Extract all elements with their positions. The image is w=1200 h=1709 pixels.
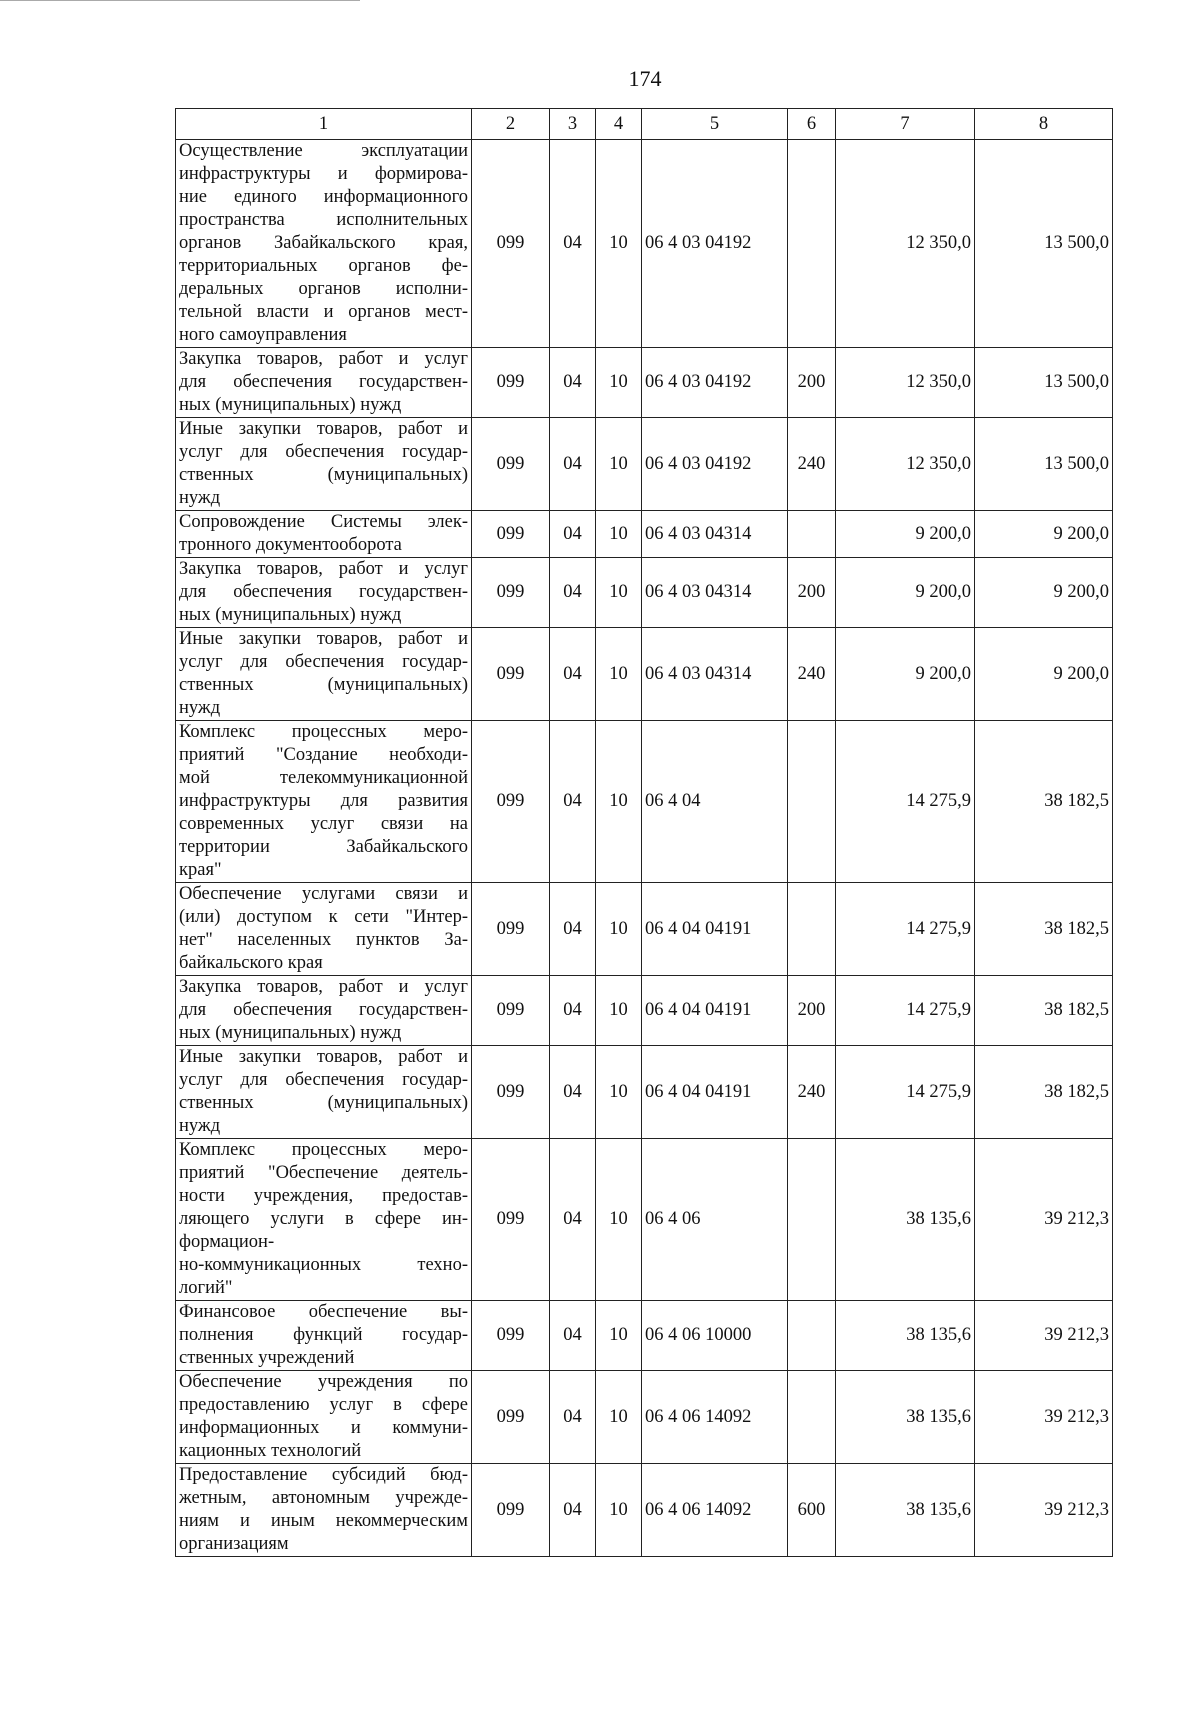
amount-year2-cell: 39 212,3 <box>975 1139 1113 1301</box>
target-article-cell: 06 4 03 04314 <box>642 628 788 721</box>
expense-type-cell: 200 <box>788 558 836 628</box>
amount-year1-cell: 38 135,6 <box>836 1301 975 1371</box>
header-col-7: 7 <box>836 109 975 140</box>
row-description <box>176 511 472 558</box>
description-line: Сопровождение Системы элек- <box>179 512 468 532</box>
description-line: для обеспечения государствен- <box>179 582 468 602</box>
amount-year1-cell: 14 275,9 <box>836 1046 975 1139</box>
description-line: организациям <box>179 1534 289 1554</box>
description-line: края" <box>179 860 222 880</box>
description-line: формацион- <box>179 1232 275 1252</box>
header-col-2: 2 <box>472 109 550 140</box>
description-line: услуг для обеспечения государ- <box>179 652 468 672</box>
section-cell: 04 <box>550 1301 596 1371</box>
description-line: Комплекс процессных меро- <box>179 722 468 742</box>
description-line: Закупка товаров, работ и услуг <box>179 977 468 997</box>
budget-table <box>175 108 1113 1557</box>
description-line: ных (муниципальных) нужд <box>179 605 402 625</box>
target-article-cell: 06 4 04 <box>642 721 788 883</box>
admin-code-cell: 099 <box>472 1301 550 1371</box>
expense-type-cell <box>788 1301 836 1371</box>
description-line: ниям и иным некоммерческим <box>179 1511 468 1531</box>
description-line: ственных (муниципальных) <box>179 1093 468 1113</box>
section-cell: 04 <box>550 348 596 418</box>
description-line: тронного документооборота <box>179 535 402 555</box>
description-line: Финансовое обеспечение вы- <box>179 1302 468 1322</box>
target-article-cell: 06 4 06 14092 <box>642 1371 788 1464</box>
row-description <box>176 1139 472 1301</box>
target-article-cell: 06 4 04 04191 <box>642 883 788 976</box>
amount-year2-cell: 38 182,5 <box>975 883 1113 976</box>
expense-type-cell: 240 <box>788 418 836 511</box>
description-line: тельной власти и органов мест- <box>179 302 468 322</box>
target-article-cell: 06 4 03 04314 <box>642 511 788 558</box>
subsection-cell: 10 <box>596 1301 642 1371</box>
table-header-row <box>176 109 1113 140</box>
amount-year1-cell: 9 200,0 <box>836 628 975 721</box>
description-line: но-коммуникационных техно- <box>179 1255 468 1275</box>
amount-year2-cell: 39 212,3 <box>975 1301 1113 1371</box>
target-article-cell: 06 4 03 04192 <box>642 348 788 418</box>
admin-code-cell: 099 <box>472 140 550 348</box>
subsection-cell: 10 <box>596 721 642 883</box>
section-cell: 04 <box>550 1464 596 1557</box>
amount-year2-cell: 38 182,5 <box>975 721 1113 883</box>
description-line: ляющего услуги в сфере ин- <box>179 1209 468 1229</box>
expense-type-cell <box>788 883 836 976</box>
expense-type-cell: 240 <box>788 1046 836 1139</box>
target-article-cell: 06 4 06 <box>642 1139 788 1301</box>
admin-code-cell: 099 <box>472 1139 550 1301</box>
admin-code-cell: 099 <box>472 721 550 883</box>
section-cell: 04 <box>550 558 596 628</box>
description-line: нужд <box>179 488 221 508</box>
expense-type-cell: 240 <box>788 628 836 721</box>
subsection-cell: 10 <box>596 883 642 976</box>
section-cell: 04 <box>550 721 596 883</box>
expense-type-cell: 600 <box>788 1464 836 1557</box>
table-row <box>176 883 1113 976</box>
admin-code-cell: 099 <box>472 628 550 721</box>
row-description <box>176 348 472 418</box>
description-line: предоставлению услуг в сфере <box>179 1395 468 1415</box>
description-line: приятий "Обеспечение деятель- <box>179 1163 468 1183</box>
table-row <box>176 1046 1113 1139</box>
description-line: Иные закупки товаров, работ и <box>179 1047 468 1067</box>
description-line: для обеспечения государствен- <box>179 1000 468 1020</box>
description-line: полнения функций государ- <box>179 1325 468 1345</box>
admin-code-cell: 099 <box>472 1046 550 1139</box>
description-line: информационных и коммуни- <box>179 1418 468 1438</box>
row-description <box>176 721 472 883</box>
table-row <box>176 628 1113 721</box>
description-line: (или) доступом к сети "Интер- <box>179 907 468 927</box>
amount-year1-cell: 12 350,0 <box>836 348 975 418</box>
description-line: ственных (муниципальных) <box>179 465 468 485</box>
admin-code-cell: 099 <box>472 1464 550 1557</box>
target-article-cell: 06 4 03 04192 <box>642 140 788 348</box>
expense-type-cell <box>788 1139 836 1301</box>
amount-year1-cell: 12 350,0 <box>836 418 975 511</box>
amount-year2-cell: 38 182,5 <box>975 1046 1113 1139</box>
description-line: Иные закупки товаров, работ и <box>179 419 468 439</box>
description-line: ных (муниципальных) нужд <box>179 395 402 415</box>
page-number: 174 <box>628 66 662 91</box>
row-description <box>176 628 472 721</box>
expense-type-cell <box>788 511 836 558</box>
amount-year1-cell: 9 200,0 <box>836 558 975 628</box>
description-line: байкальского края <box>179 953 323 973</box>
section-cell: 04 <box>550 628 596 721</box>
description-line: Комплекс процессных меро- <box>179 1140 468 1160</box>
admin-code-cell: 099 <box>472 348 550 418</box>
amount-year2-cell: 13 500,0 <box>975 348 1113 418</box>
row-description <box>176 1301 472 1371</box>
section-cell: 04 <box>550 1046 596 1139</box>
table-row <box>176 140 1113 348</box>
amount-year2-cell: 9 200,0 <box>975 511 1113 558</box>
amount-year2-cell: 39 212,3 <box>975 1464 1113 1557</box>
table-row <box>176 1301 1113 1371</box>
subsection-cell: 10 <box>596 348 642 418</box>
description-line: приятий "Создание необходи- <box>179 745 468 765</box>
table-row <box>176 1371 1113 1464</box>
row-description <box>176 140 472 348</box>
subsection-cell: 10 <box>596 511 642 558</box>
section-cell: 04 <box>550 976 596 1046</box>
header-col-5: 5 <box>642 109 788 140</box>
expense-type-cell: 200 <box>788 348 836 418</box>
row-description <box>176 976 472 1046</box>
description-line: органов Забайкальского края, <box>179 233 468 253</box>
header-col-3: 3 <box>550 109 596 140</box>
description-line: ние единого информационного <box>179 187 468 207</box>
target-article-cell: 06 4 04 04191 <box>642 976 788 1046</box>
amount-year1-cell: 38 135,6 <box>836 1371 975 1464</box>
header-col-8: 8 <box>975 109 1113 140</box>
description-line: ного самоуправления <box>179 325 347 345</box>
description-line: жетным, автономным учрежде- <box>179 1488 468 1508</box>
description-line: Иные закупки товаров, работ и <box>179 629 468 649</box>
table-row <box>176 1139 1113 1301</box>
description-line: для обеспечения государствен- <box>179 372 468 392</box>
target-article-cell: 06 4 06 10000 <box>642 1301 788 1371</box>
subsection-cell: 10 <box>596 1371 642 1464</box>
description-line: Закупка товаров, работ и услуг <box>179 349 468 369</box>
description-line: нужд <box>179 698 221 718</box>
table-row <box>176 976 1113 1046</box>
table-row <box>176 1464 1113 1557</box>
description-line: деральных органов исполни- <box>179 279 468 299</box>
description-line: услуг для обеспечения государ- <box>179 1070 468 1090</box>
section-cell: 04 <box>550 511 596 558</box>
row-description <box>176 418 472 511</box>
admin-code-cell: 099 <box>472 511 550 558</box>
section-cell: 04 <box>550 1371 596 1464</box>
table-row <box>176 418 1113 511</box>
amount-year2-cell: 9 200,0 <box>975 558 1113 628</box>
description-line: услуг для обеспечения государ- <box>179 442 468 462</box>
description-line: территориальных органов фе- <box>179 256 468 276</box>
subsection-cell: 10 <box>596 1046 642 1139</box>
scan-top-rule <box>0 0 360 1</box>
amount-year1-cell: 12 350,0 <box>836 140 975 348</box>
admin-code-cell: 099 <box>472 418 550 511</box>
description-line: инфраструктуры для развития <box>179 791 468 811</box>
amount-year2-cell: 13 500,0 <box>975 418 1113 511</box>
section-cell: 04 <box>550 883 596 976</box>
target-article-cell: 06 4 03 04314 <box>642 558 788 628</box>
table-row <box>176 511 1113 558</box>
subsection-cell: 10 <box>596 140 642 348</box>
description-line: ственных учреждений <box>179 1348 355 1368</box>
table-row <box>176 721 1113 883</box>
amount-year2-cell: 9 200,0 <box>975 628 1113 721</box>
target-article-cell: 06 4 04 04191 <box>642 1046 788 1139</box>
table-body <box>176 140 1113 1557</box>
section-cell: 04 <box>550 1139 596 1301</box>
description-line: пространства исполнительных <box>179 210 468 230</box>
description-line: ных (муниципальных) нужд <box>179 1023 402 1043</box>
description-line: логий" <box>179 1278 233 1298</box>
subsection-cell: 10 <box>596 976 642 1046</box>
target-article-cell: 06 4 06 14092 <box>642 1464 788 1557</box>
description-line: современных услуг связи на <box>179 814 468 834</box>
amount-year2-cell: 13 500,0 <box>975 140 1113 348</box>
subsection-cell: 10 <box>596 1464 642 1557</box>
subsection-cell: 10 <box>596 558 642 628</box>
table-row <box>176 348 1113 418</box>
admin-code-cell: 099 <box>472 558 550 628</box>
amount-year1-cell: 14 275,9 <box>836 976 975 1046</box>
description-line: ности учреждения, предостав- <box>179 1186 468 1206</box>
description-line: нет" населенных пунктов За- <box>179 930 468 950</box>
row-description <box>176 558 472 628</box>
amount-year1-cell: 38 135,6 <box>836 1139 975 1301</box>
row-description <box>176 1371 472 1464</box>
table-row <box>176 558 1113 628</box>
description-line: инфраструктуры и формирова- <box>179 164 468 184</box>
description-line: Обеспечение учреждения по <box>179 1372 468 1392</box>
section-cell: 04 <box>550 140 596 348</box>
description-line: мой телекоммуникационной <box>179 768 468 788</box>
description-line: ственных (муниципальных) <box>179 675 468 695</box>
description-line: нужд <box>179 1116 221 1136</box>
amount-year1-cell: 38 135,6 <box>836 1464 975 1557</box>
row-description <box>176 883 472 976</box>
amount-year2-cell: 38 182,5 <box>975 976 1113 1046</box>
admin-code-cell: 099 <box>472 976 550 1046</box>
description-line: Предоставление субсидий бюд- <box>179 1465 468 1485</box>
target-article-cell: 06 4 03 04192 <box>642 418 788 511</box>
description-line: территории Забайкальского <box>179 837 468 857</box>
header-col-4: 4 <box>596 109 642 140</box>
row-description <box>176 1464 472 1557</box>
subsection-cell: 10 <box>596 1139 642 1301</box>
amount-year2-cell: 39 212,3 <box>975 1371 1113 1464</box>
expense-type-cell <box>788 1371 836 1464</box>
admin-code-cell: 099 <box>472 1371 550 1464</box>
header-col-1: 1 <box>176 109 472 140</box>
header-col-6: 6 <box>788 109 836 140</box>
admin-code-cell: 099 <box>472 883 550 976</box>
description-line: Осуществление эксплуатации <box>179 141 468 161</box>
amount-year1-cell: 14 275,9 <box>836 883 975 976</box>
description-line: Закупка товаров, работ и услуг <box>179 559 468 579</box>
description-line: Обеспечение услугами связи и <box>179 884 468 904</box>
description-line: кационных технологий <box>179 1441 362 1461</box>
amount-year1-cell: 14 275,9 <box>836 721 975 883</box>
expense-type-cell <box>788 721 836 883</box>
section-cell: 04 <box>550 418 596 511</box>
subsection-cell: 10 <box>596 418 642 511</box>
expense-type-cell: 200 <box>788 976 836 1046</box>
subsection-cell: 10 <box>596 628 642 721</box>
row-description <box>176 1046 472 1139</box>
amount-year1-cell: 9 200,0 <box>836 511 975 558</box>
expense-type-cell <box>788 140 836 348</box>
